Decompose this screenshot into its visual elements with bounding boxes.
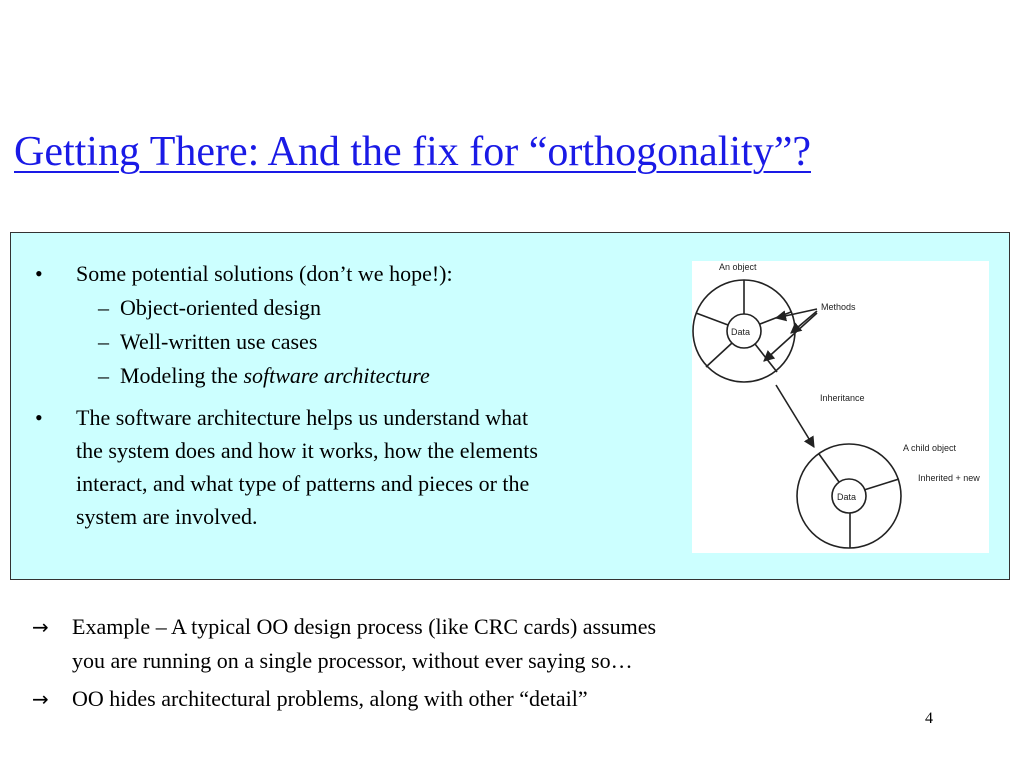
sub-bullet-text: Modeling the xyxy=(120,363,244,388)
child-object-wheel xyxy=(797,444,901,548)
inherited-new-label: Inherited + new xyxy=(918,473,980,483)
note-line: Example – A typical OO design process (like CRC cards) assumes xyxy=(72,614,657,639)
child-object-label: A child object xyxy=(903,443,957,453)
bullet-item xyxy=(35,257,675,291)
bullet-marker: • xyxy=(35,261,43,286)
bullet-text-line: the system does and how it works, how the elements xyxy=(76,438,538,463)
slide-title: Getting There: And the fix for “orthogonality”? xyxy=(14,129,811,175)
data-label: Data xyxy=(731,327,751,337)
page-number: 4 xyxy=(925,710,933,727)
bullet-text-line: interact, and what type of patterns and pieces or the xyxy=(76,471,530,496)
inheritance-label: Inheritance xyxy=(820,393,865,403)
notes-list xyxy=(32,610,656,716)
bullet-text: Some potential solutions (don’t we hope!): xyxy=(76,261,453,286)
bullet-list xyxy=(35,257,675,533)
bullet-marker: • xyxy=(35,405,43,430)
object-wheel xyxy=(693,280,795,382)
note-line: OO hides architectural problems, along with other “detail” xyxy=(72,686,588,711)
inheritance-arrow xyxy=(776,385,814,447)
emphasis-text: software architecture xyxy=(243,363,430,388)
methods-label: Methods xyxy=(821,302,856,312)
oo-inheritance-diagram xyxy=(692,261,989,553)
bullet-text-line: The software architecture helps us understand what xyxy=(76,405,529,430)
data-label: Data xyxy=(837,492,857,502)
bullet-text-line: system are involved. xyxy=(76,504,258,529)
sub-bullet-item xyxy=(35,291,675,325)
sub-bullet-item xyxy=(35,325,675,359)
dash-marker: – xyxy=(98,295,109,320)
note-item xyxy=(32,610,656,678)
note-line: you are running on a single processor, without ever saying so… xyxy=(72,648,633,673)
sub-bullet-text: Object-oriented design xyxy=(120,295,321,320)
content-box xyxy=(10,232,1010,580)
arrow-right-icon: → xyxy=(32,615,49,639)
dash-marker: – xyxy=(98,363,109,388)
sub-bullet-item xyxy=(35,359,675,393)
note-item xyxy=(32,682,656,716)
sub-bullet-text: Well-written use cases xyxy=(120,329,318,354)
bullet-item xyxy=(35,401,675,533)
an-object-label: An object xyxy=(719,262,757,272)
dash-marker: – xyxy=(98,329,109,354)
arrow-right-icon: → xyxy=(32,687,49,711)
